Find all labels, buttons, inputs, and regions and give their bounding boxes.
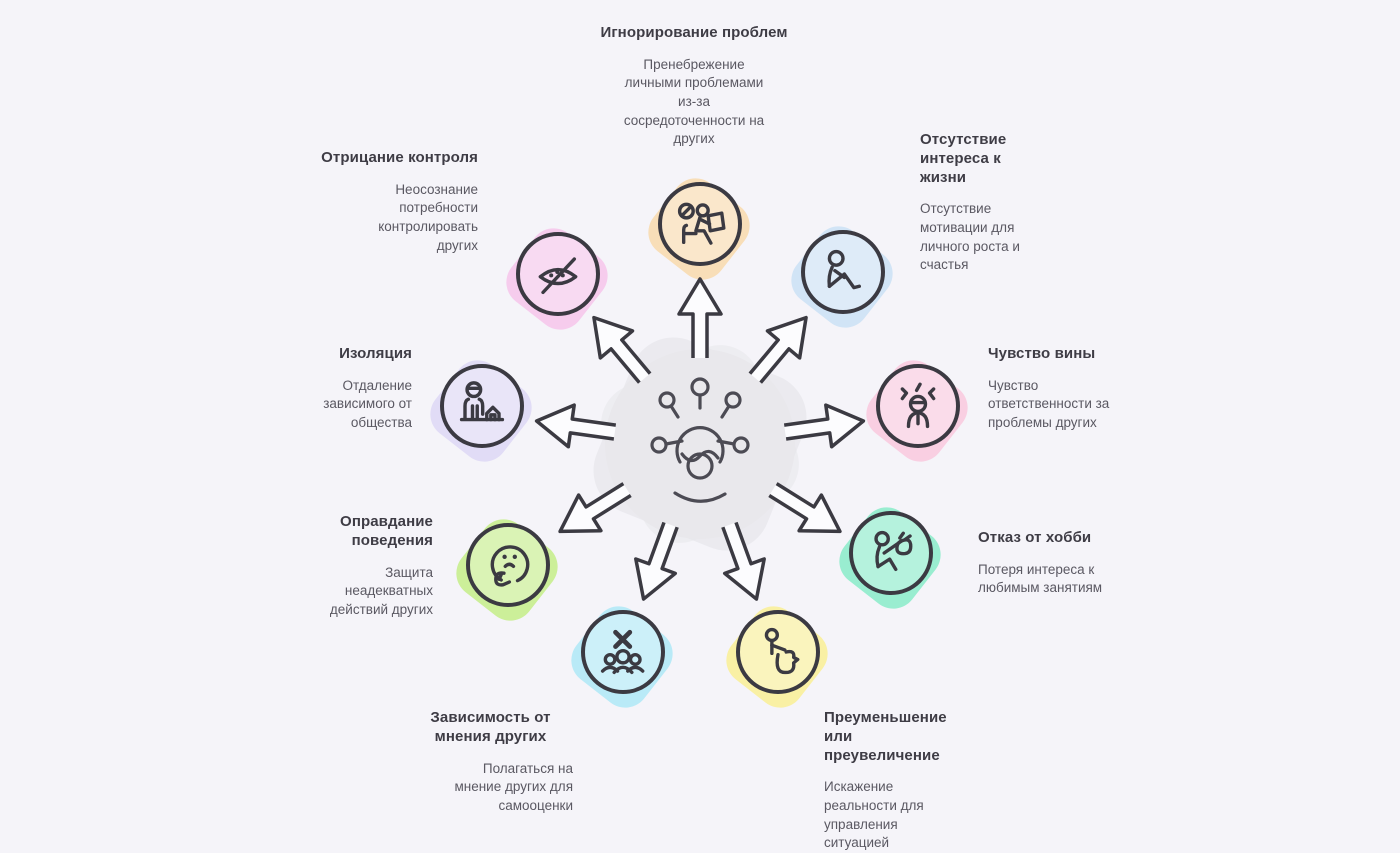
item-title: Изоляция xyxy=(339,345,412,362)
item-title: Отсутствие интереса к жизни xyxy=(920,131,1007,186)
item-description: Отсутствие мотивации для личного роста и счастья xyxy=(920,201,1020,273)
label-block-ignore-problems xyxy=(594,24,794,149)
item-title: Оправдание поведения xyxy=(340,513,433,549)
label-block-opinion-dependence xyxy=(408,709,573,815)
label-block-isolation xyxy=(258,345,412,433)
item-description: Потеря интереса к любимым занятиям xyxy=(978,561,1103,596)
label-block-behavior-justification xyxy=(280,513,433,619)
item-title: Отрицание контроля xyxy=(321,149,478,166)
item-title: Чувство вины xyxy=(988,345,1096,362)
sad-face-with-arrows-figure xyxy=(510,254,890,634)
item-title: Зависимость от мнения других xyxy=(430,709,551,745)
item-description: Пренебрежение личными проблемами из-за сосредоточенности на других xyxy=(623,56,765,147)
label-block-guilt xyxy=(988,345,1140,433)
label-block-minimize-exaggerate xyxy=(824,709,964,853)
item-title: Преуменьшение или преувеличение xyxy=(824,709,947,764)
person-ignoring-at-desk-icon xyxy=(666,190,734,258)
item-description: Неосознание потребности контролировать других xyxy=(378,181,478,253)
item-description: Отдаление зависимого от общества xyxy=(323,377,412,430)
item-title: Игнорирование проблем xyxy=(600,24,788,41)
stressed-person-icon xyxy=(884,372,952,440)
label-block-no-interest xyxy=(920,131,1040,275)
label-block-hobby-refusal xyxy=(978,529,1140,598)
item-description: Чувство ответственности за проблемы других xyxy=(988,377,1110,430)
person-by-house-icon xyxy=(448,372,516,440)
item-description: Искажение реальности для управления ситуацией xyxy=(824,779,924,851)
item-title: Отказ от хобби xyxy=(978,529,1092,546)
item-description: Защита неадекватных действий других xyxy=(329,564,433,617)
label-block-control-denial xyxy=(304,149,478,255)
item-description: Полагаться на мнение других для самооценки xyxy=(454,760,573,813)
